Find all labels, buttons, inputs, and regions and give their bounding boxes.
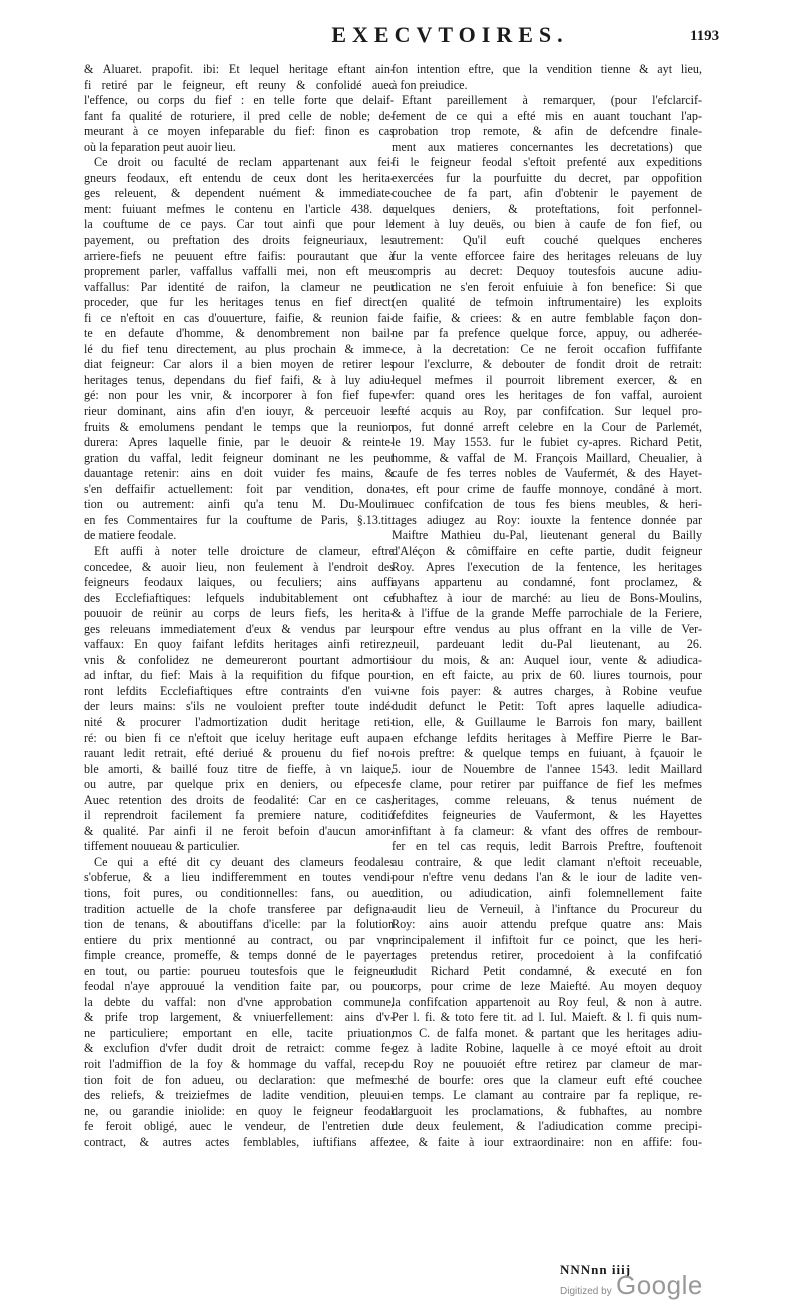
- text-line: corps, pour crime de leze Maiefté. Au moyen dequoy: [392, 979, 702, 994]
- text-line: de matiere feodale.: [84, 528, 177, 543]
- text-line: fant fa qualité de roturiere, il pred celle de noble; de-: [84, 108, 394, 123]
- text-line: où la feparation peut auoir lieu.: [84, 139, 236, 154]
- text-line: caufe de fes terres nobles de Vaufermét, & des Hayet-: [392, 466, 702, 481]
- text-line: dition, ou adiudication, ainfi folemnellement faite: [392, 885, 702, 900]
- text-line: fi le feigneur feodal s'eftoit prefenté aux expeditions: [392, 155, 702, 170]
- text-line: tradition actuelle de la chofe transferee par defigna-: [84, 901, 394, 916]
- text-line: fe feroit obligé, auec le vendeur, de l'entretien du: [84, 1119, 394, 1134]
- left-text-column: [84, 62, 394, 1150]
- text-line: neuil, pardeuant ledit du-Pal lieutenant, au 26.: [392, 637, 702, 652]
- text-line: rauant ledit retrait, efté deriué & prouenu du fief no-: [84, 746, 394, 761]
- text-line: ad inftar, du fief: Mais à la requifition du fifque pour-: [84, 668, 394, 683]
- text-line: der leurs mains: s'ils ne vouloient prefter toute indé-: [84, 699, 394, 714]
- text-line: tes, eft pour crime de fauffe monnoye, condâné à mort.: [392, 481, 702, 496]
- text-line: fimple creance, promeffe, & temps donné de le payer:: [84, 948, 394, 963]
- text-line: en fes Commentaires fur la couftume de Paris, §.13.tit.: [84, 512, 394, 527]
- text-line: pour l'exclurre, & debouter de fondit droit de retrait:: [392, 357, 702, 372]
- text-line: il reprendroit facilement fa premiere nature, coditió: [84, 808, 394, 823]
- text-line: tion de tenans, & aboutiffans d'icelle: par la folution: [84, 917, 394, 932]
- text-line: feigneurs feodaux laiques, ou feculiers; ains auffi: [84, 575, 394, 590]
- text-line: pour n'eftre venu dedans l'an & le iour de ladite ven-: [392, 870, 702, 885]
- text-line: ne, ou garandie iniolide: en quoy le feigneur feodal: [84, 1103, 394, 1118]
- text-line: compris au decret: Dequoy toutesfois aucune adiu-: [392, 264, 702, 279]
- text-line: à fon preiudice.: [392, 77, 468, 92]
- text-line: fubhaftez à iour de marché: au lieu de Bons-Moulins,: [392, 590, 702, 605]
- text-line: gez à ladite Robine, laquelle à ce moyé eftoit au droit: [392, 1041, 702, 1056]
- text-line: entiere du prix mentionné au contract, ou par vne: [84, 932, 394, 947]
- text-line: & Aluaret. prapofit. ibi: Et lequel heritage eftant ain-: [84, 62, 394, 76]
- text-line: & à l'iffue de la grande Meffe parrochiale de la Feriere,: [392, 606, 702, 621]
- text-line: s'obferue, & a lieu indifferemment en toutes vendi-: [84, 870, 394, 885]
- text-line: du Roy ne pouuoiét eftre retirez par clameur de mar-: [392, 1057, 702, 1071]
- text-line: ment aux matieres concernantes les decretations) que: [392, 139, 702, 154]
- text-line: Per l. fi. & toto fere tit. ad l. Iul. Maieft. & l. fi quis num-: [392, 1010, 702, 1025]
- text-line: darguoit les proclamations, & fubhaftes, au nombre: [392, 1103, 702, 1118]
- text-line: 5. iour de Nouembre de l'annee 1543. ledit Maillard: [392, 761, 702, 776]
- printer-signature: NNNnn iiij: [560, 1262, 632, 1277]
- text-line: heritages tenus, dependans du fief faifi, & à luy adiu-: [84, 372, 394, 387]
- text-line: fur la vente efforcee faire des heritages releuans de luy: [392, 248, 702, 263]
- text-line: tions, foit pures, ou conditionnelles: fans, ou auec: [84, 885, 394, 900]
- text-line: gration du vaffal, ledit feigneur dominant ne les peut: [84, 450, 394, 465]
- text-line: fer en tel cas requis, ledit Barrois Preftre, fouftenoit: [392, 839, 702, 854]
- text-line: dudit Richard Petit condamné, & executé en fon: [392, 963, 702, 978]
- text-line: tages adiugez au Roy: iouxte la fentence donnée par: [392, 512, 702, 527]
- text-line: ayans appartenu au condamné, font proclamez, &: [392, 575, 702, 590]
- text-line: rieur dominant, ains afin d'en iouyr, & perceuoir les: [84, 404, 394, 419]
- text-line: heritages, comme releuans, & tenus nuément de: [392, 792, 702, 807]
- text-line: Roy. Apres l'execution de la fentence, les heritages: [392, 559, 702, 574]
- text-line: vne fois payer: & autres charges, à Robine veufue: [392, 683, 702, 698]
- text-line: ges releuent, & dependent nuément & immediate-: [84, 186, 394, 201]
- text-line: Maiftre Mathieu du-Pal, lieutenant general du Bailly: [392, 528, 702, 543]
- text-line: fe clame, pour retirer par puiffance de fief les mefmes: [392, 777, 702, 792]
- text-line: des Ecclefiaftiques: lefquels indubitablement ont ce: [84, 590, 394, 605]
- text-line: te en defaute d'homme, & denombrement non bail-: [84, 326, 394, 341]
- text-line: fon intention eftre, que la vendition tienne & ayt lieu,: [392, 62, 702, 76]
- text-line: principalement il infiftoit fur ce poinct, que les heri-: [392, 932, 702, 947]
- text-line: dication ne s'en feroit enfuiuie à fon benefice: Si que: [392, 279, 702, 294]
- text-line: contract, & autres actes femblables, iuftifians affez: [84, 1134, 394, 1149]
- text-line: de deux feulement, & l'adiudication comme precipi-: [392, 1119, 702, 1134]
- text-line: la couftume de ce pays. Car tout ainfi que pour le: [84, 217, 394, 232]
- text-line: infiftant à fa clameur: & vfant des offres de rembour-: [392, 823, 702, 838]
- text-line: lé du fief tenu directement, au plus prochain & imme-: [84, 341, 394, 356]
- text-line: ré: ou bien fi ce n'eftoit que iceluy heritage euft aupa-: [84, 730, 394, 745]
- digitization-watermark: [560, 1272, 760, 1302]
- text-line: proprement parler, vaffallus vaffalli mei, non eft meus: [84, 264, 394, 279]
- text-line: tion foit de fon adueu, ou declaration: que mefmes: [84, 1072, 394, 1087]
- text-line: mos C. de falfa monet. & partant que les heritages adiu-: [392, 1025, 702, 1040]
- text-line: (en qualité de tefmoin inftrumentaire) les exploits: [392, 295, 702, 310]
- text-line: couchee de fa part, afin d'obtenir le payement de: [392, 186, 702, 201]
- text-line: nité & procurer l'admortization dudit heritage reti-: [84, 714, 394, 729]
- text-line: lequel mefmes il pourroit librement exercer, & en: [392, 372, 702, 387]
- text-line: l'effence, ou corps du fief : en telle forte que delaif-: [84, 93, 394, 108]
- text-line: ble amorti, & baillé fouz titre de fieffe, à vn laique,: [84, 761, 394, 776]
- text-line: Roy: ains auoir attendu prefque quatre ans: Mais: [392, 917, 702, 932]
- text-line: & exclufion d'vfer dudit droit de retraict: comme fe-: [84, 1041, 394, 1056]
- text-line: ché de bourfe: ores que la clameur euft efté couchee: [392, 1072, 702, 1087]
- text-line: ment: fuiuant mefmes le contenu en l'article 438. de: [84, 201, 394, 216]
- text-line: & prife trop largement, & vniuerfellement: ains d'v-: [84, 1010, 394, 1025]
- text-line: Eftant pareillement à remarquer, (pour l'efclarcif-: [402, 93, 702, 108]
- text-line: s'en deffaifir actuellement: foit par vendition, dona-: [84, 481, 394, 496]
- text-line: concedee, & auoir lieu, non feulement à l'endroit des: [84, 559, 394, 574]
- text-line: pour eftre vendus au plus offrant en la ville de Ver-: [392, 621, 702, 636]
- page-number: 1193: [690, 28, 720, 44]
- text-line: tee, & faite à iour extraordinaire: non en affife: fou-: [392, 1134, 702, 1149]
- text-line: homme, & vaffal de M. François Maillard, Cheualier, à: [392, 450, 702, 465]
- text-line: fruits & emolumens pendant le temps que la reunion: [84, 419, 394, 434]
- text-line: diat feigneur: Car alors il a bien moyen de retirer les: [84, 357, 394, 372]
- text-line: fi retiré par le feigneur, eft reuny & confolidé auec: [84, 77, 394, 92]
- text-line: ou autre, par quelque prix en deniers, ou efpeces:: [84, 777, 394, 792]
- text-line: Eft auffi à noter telle droicture de clameur, eftre: [94, 543, 394, 558]
- right-text-column: [392, 62, 702, 1150]
- watermark-prefix: Digitized by: [560, 1286, 612, 1297]
- text-line: d'Aléçon & cômiffaire en cefte partie, dudit feigneur: [392, 543, 702, 558]
- text-line: & qualité. Par ainfi il ne feroit befoin d'aucun amor-: [84, 823, 394, 838]
- text-line: fement de ce qui a efté mis en auant touchant l'ap-: [392, 108, 702, 123]
- text-line: tion ou autrement: ainfi qu'a tenu M. Du-Moulin: [84, 497, 394, 512]
- text-line: iour du mois, & an: Auquel iour, vente & adiudica-: [392, 652, 702, 667]
- text-line: audit lieu de Verneuil, à l'inftance du Procureur du: [392, 901, 702, 916]
- text-line: vaffaux: En quoy faifant lefdits heritages ainfi retirez,: [84, 637, 394, 652]
- text-line: ront lefdits Ecclefiaftiques eftre contraints d'en vui-: [84, 683, 394, 698]
- text-line: arriere-fiefs ne peuuent eftre faifis: pourautant que à: [84, 248, 394, 263]
- text-line: durera: Apres laquelle finie, par le deuoir & reinte-: [84, 435, 394, 450]
- text-line: quelques deniers, & proteftations, foit perfonnel-: [392, 201, 702, 216]
- text-line: lement à luy deuës, ou bien à caufe de fon fief, ou: [392, 217, 702, 232]
- text-line: exercées fur la pourfuitte du decret, par oppofition: [392, 170, 702, 185]
- text-line: la confifcation appartenoit au Roy feul, & non à autre.: [392, 994, 702, 1009]
- text-line: ges releuans immediatement d'eux & vendus par leurs: [84, 621, 394, 636]
- text-line: ce, à la decretation: Ce ne feroit occafion fuffifante: [392, 341, 702, 356]
- text-line: le 19. May 1553. fur le fubiet cy-apres. Richard Petit,: [392, 435, 702, 450]
- text-line: la debte du vaffal: non d'vne approbation commune,: [84, 994, 394, 1009]
- text-line: ne par fa prefence quelque force, appuy, ou adherée-: [392, 326, 702, 341]
- text-line: fefdites feigneuries de Vaufermont, & les Hayettes: [392, 808, 702, 823]
- text-line: proceder, que fur les heritages tenus en fief direct:: [84, 295, 394, 310]
- text-line: vnis & confolidez ne demeureront pourtant admortis: [84, 652, 394, 667]
- text-line: pouuoir de reünir au corps de leurs fiefs, les herita-: [84, 606, 394, 621]
- text-line: efté acquis au Roy, par confifcation. Sur lequel pro-: [392, 404, 702, 419]
- text-line: des reliefs, & treiziefmes de ladite vendition, pleuui-: [84, 1088, 394, 1103]
- text-line: meurant à ce moyen infeparable du fief: finon es cas: [84, 124, 394, 139]
- text-line: au contraire, & que ledit clamant n'eftoit receuable,: [392, 854, 702, 869]
- text-line: Auec retention des droits de feodalité: Car en ce cas,: [84, 792, 394, 807]
- text-line: roit l'admiffion de la foy & hommage du vaffal, recep-: [84, 1057, 394, 1071]
- text-line: tion, elle, & Guillaume le Barrois fon mary, baillent: [392, 714, 702, 729]
- text-line: payement, ou preftation des droits feigneuriaux, les: [84, 233, 394, 248]
- text-line: en tout, ou partie: pourueu toutesfois que le feigneur: [84, 963, 394, 978]
- text-line: gneurs feodaux, eft entendu de ceux dont les herita-: [84, 170, 394, 185]
- text-line: ne particuliere; emportant en elle, tacite priuation,: [84, 1025, 394, 1040]
- text-line: rois preftre: & quelque temps en fuiuant, à fçauoir le: [392, 746, 702, 761]
- text-line: probation trop remote, & afin de defcendre finale-: [392, 124, 702, 139]
- text-line: en efchange lefdits heritages à Meffire Pierre le Bar-: [392, 730, 702, 745]
- text-line: feodal n'aye approuué la vendition faite par, ou pour: [84, 979, 394, 994]
- text-line: tages pretendus retirer, procedoient à la confifcatió: [392, 948, 702, 963]
- text-line: en temps. Le clamant au contraire par fa replique, re-: [392, 1088, 702, 1103]
- running-head: EXECVTOIRES.: [331, 22, 569, 47]
- text-line: autrement: Qu'il euft couché quelques encheres: [392, 233, 702, 248]
- text-line: vaffallus: Par identité de raifon, la clameur ne peut: [84, 279, 394, 294]
- text-line: fi ce n'eftoit en cas d'ouuerture, faifie, & reunion fai-: [84, 310, 394, 325]
- text-line: dudit defunct le Petit: Toft apres laquelle adiudica-: [392, 699, 702, 714]
- text-line: Ce qui a efté dit cy deuant des clameurs feodales: [94, 854, 394, 869]
- text-line: de faifie, & criees: & en autre femblable façon don-: [392, 310, 702, 325]
- text-line: tion, en eft faicte, au prix de 60. liures tournois, pour: [392, 668, 702, 683]
- text-line: tiffement nouueau & particulier.: [84, 839, 240, 854]
- google-logo: Google: [616, 1270, 703, 1300]
- text-line: vfer: quand ores les heritages de fon vaffal, auroient: [392, 388, 702, 403]
- text-line: dauantage retenir: ains en doit vuider fes mains, &: [84, 466, 394, 481]
- text-line: auec confifcation de tous fes biens meubles, & heri-: [392, 497, 702, 512]
- text-line: Ce droit ou faculté de reclam appartenant aux fei-: [94, 155, 394, 170]
- text-line: gé: non pour les vnir, & incorporer à fon fief fupe-: [84, 388, 394, 403]
- text-line: pos, fut donné arreft celebre en la Cour de Parlemét,: [392, 419, 702, 434]
